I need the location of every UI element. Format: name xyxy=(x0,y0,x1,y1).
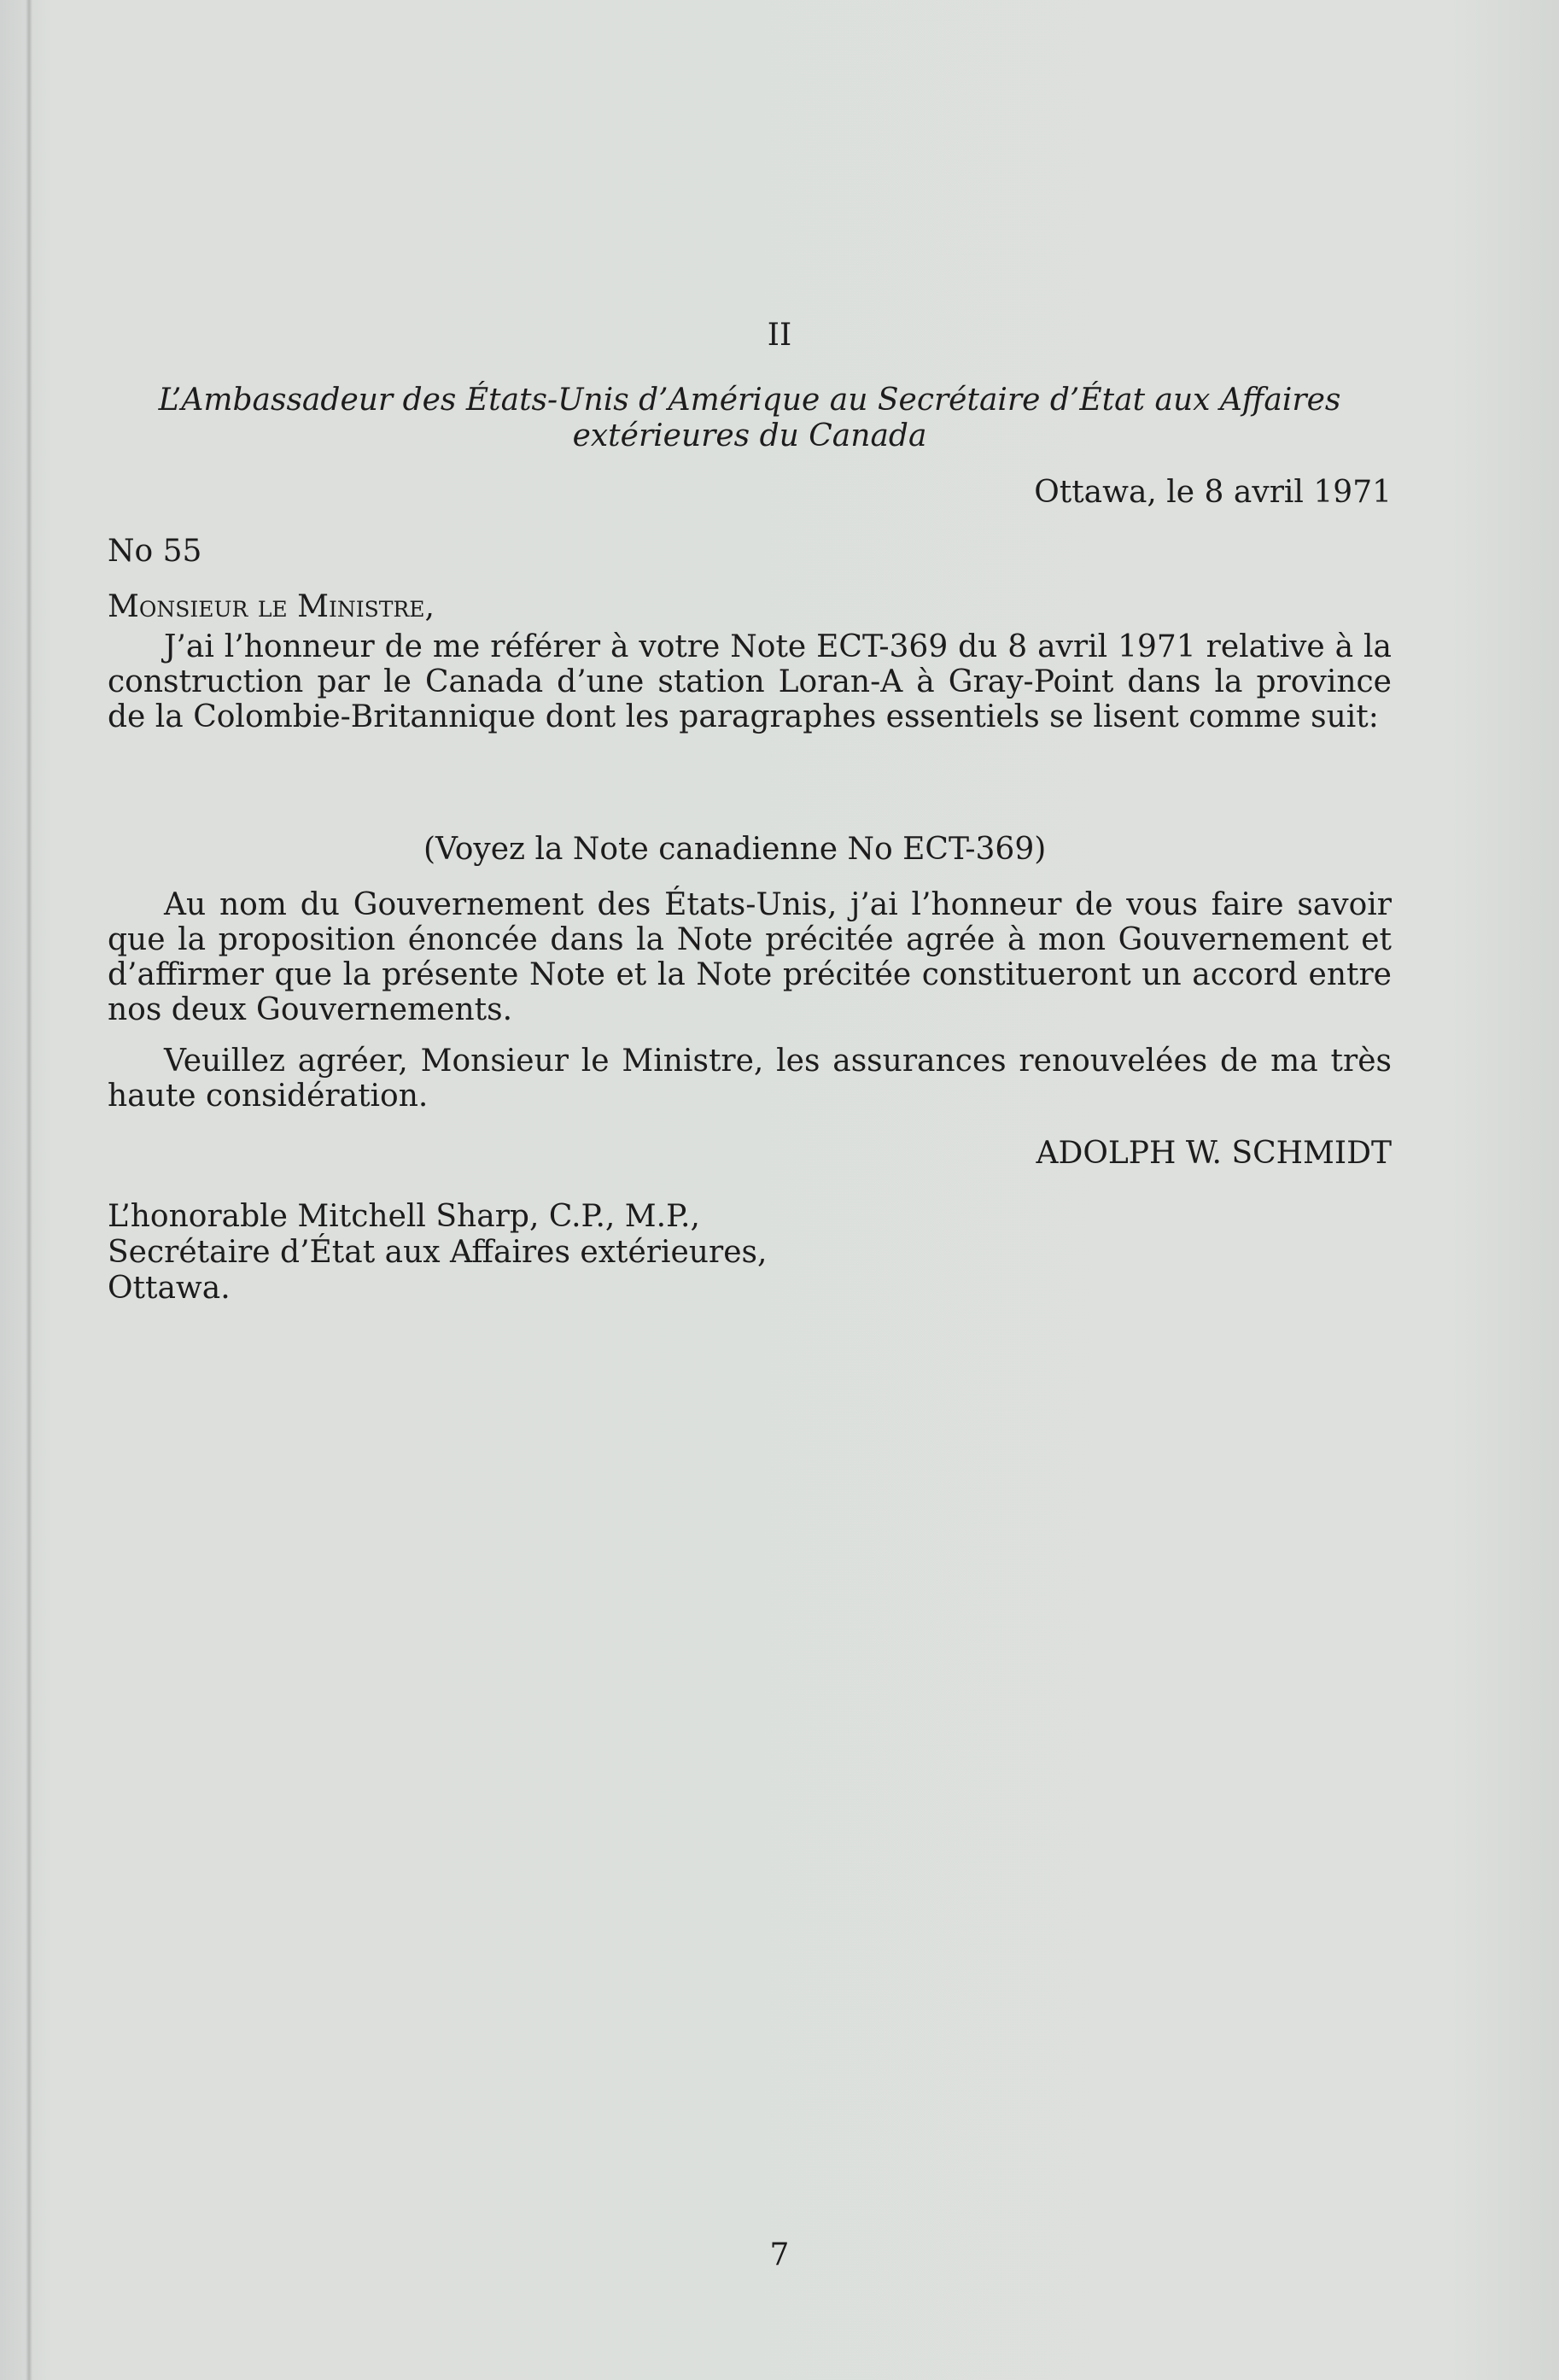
heading-line-1: L’Ambassadeur des États-Unis d’Amérique au Secrétaire d’État aux Affaires xyxy=(158,383,1341,418)
addressee-line-1: L’honorable Mitchell Sharp, C.P., M.P., xyxy=(108,1199,700,1234)
note-number: No 55 xyxy=(108,534,202,569)
page-number: 7 xyxy=(769,2237,790,2272)
place-date: Ottawa, le 8 avril 1971 xyxy=(1034,475,1392,510)
salutation: Monsieur le Ministre, xyxy=(108,589,435,624)
quoted-reference: (Voyez la Note canadienne No ECT-369) xyxy=(423,832,1047,867)
paragraph-3: Veuillez agréer, Monsieur le Ministre, les assurances renouvelées de ma très haute considération. xyxy=(108,1044,1392,1114)
addressee-line-2: Secrétaire d’État aux Affaires extérieures, xyxy=(108,1235,768,1270)
paragraph-2: Au nom du Gouvernement des États-Unis, j’ai l’honneur de vous faire savoir que la proposition énoncée dans la Note précitée agrée à mon Gouvernement et d’affirmer que la présente Note et la Note précitée constitueront un accord entre nos deux Gouvernements. xyxy=(108,887,1392,1027)
addressee-line-3: Ottawa. xyxy=(108,1271,231,1306)
signature: ADOLPH W. SCHMIDT xyxy=(1036,1136,1392,1171)
section-number: II xyxy=(767,318,792,353)
paragraph-1: J’ai l’honneur de me référer à votre Note ECT-369 du 8 avril 1971 relative à la construction par le Canada d’une station Loran-A à Gray-Point dans la province de la Colombie-Britannique dont les paragraphes essentiels se lisent comme suit: xyxy=(108,629,1392,734)
binding-gutter xyxy=(26,0,32,2380)
heading-line-2: extérieures du Canada xyxy=(572,418,927,453)
